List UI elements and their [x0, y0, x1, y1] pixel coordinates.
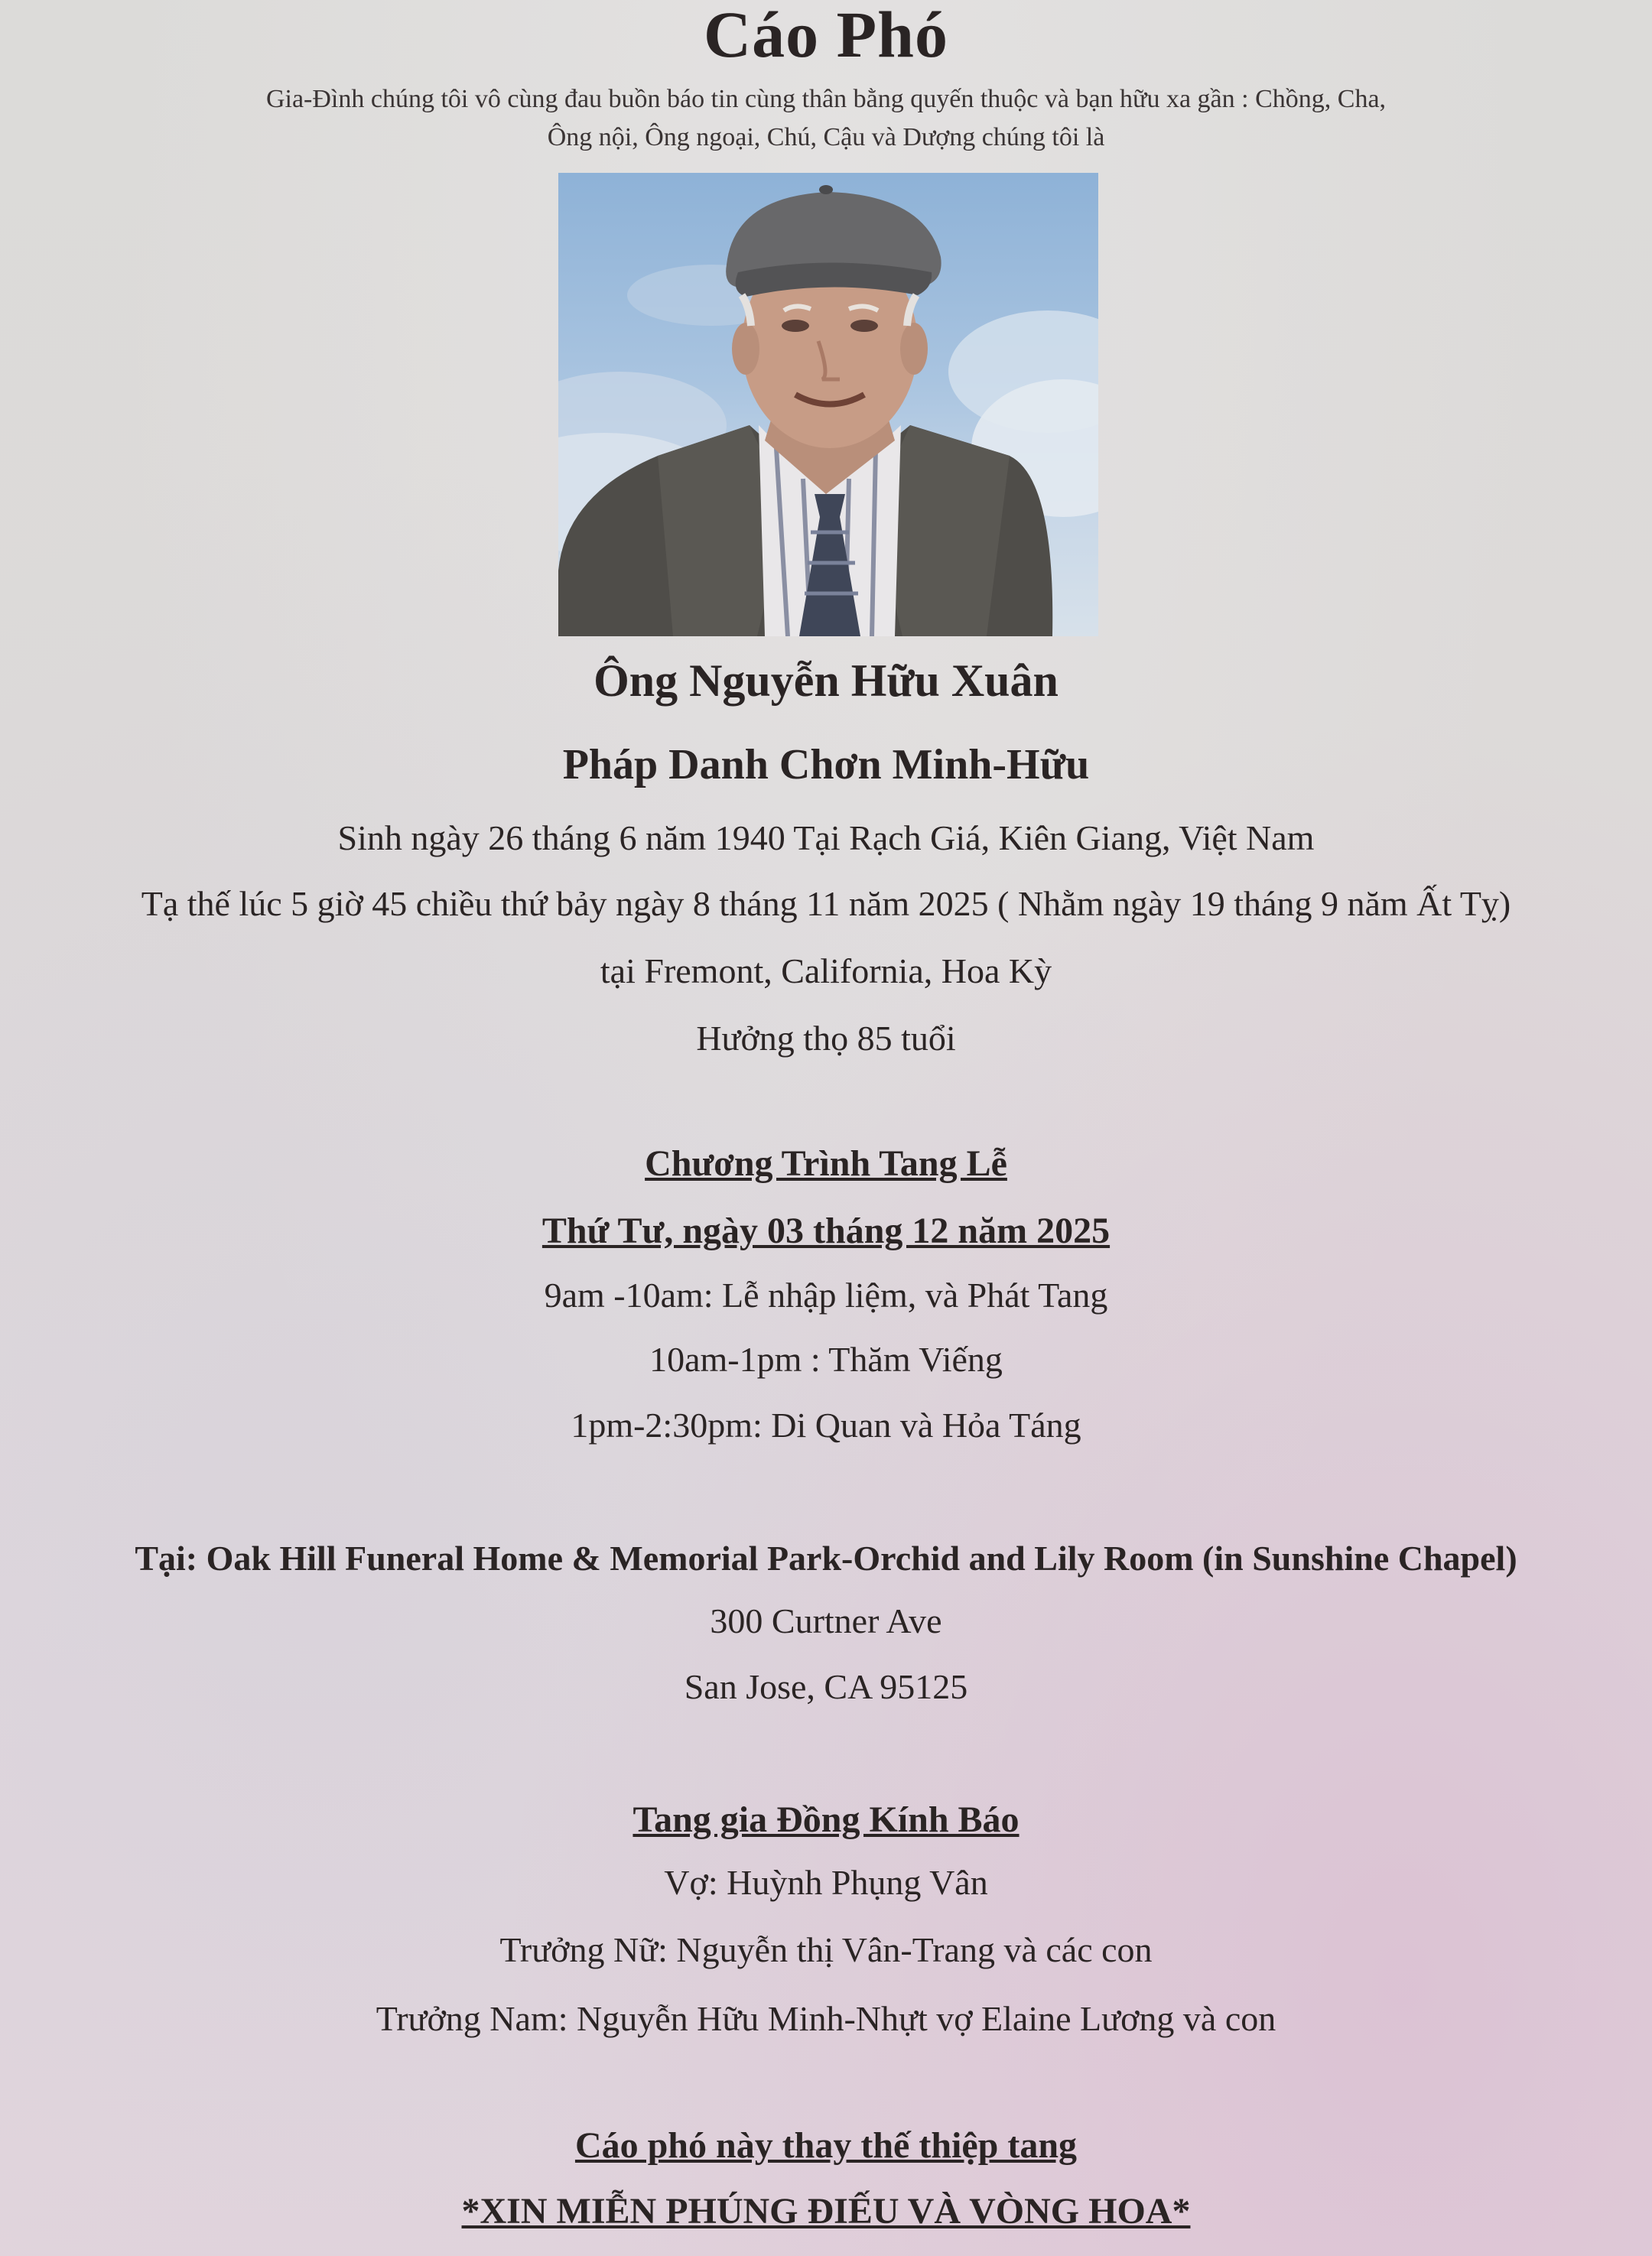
- schedule-item: 9am -10am: Lễ nhập liệm, và Phát Tang: [544, 1276, 1108, 1315]
- schedule-item: 10am-1pm : Thăm Viếng: [649, 1340, 1003, 1379]
- card-replacement-note: Cáo phó này thay thế thiệp tang: [574, 2125, 1078, 2166]
- family-title: Tang gia Đồng Kính Báo: [633, 1799, 1019, 1840]
- no-flowers-request: *XIN MIỄN PHÚNG ĐIẾU VÀ VÒNG HOA*: [461, 2191, 1191, 2232]
- venue-address-line-2: San Jose, CA 95125: [684, 1667, 968, 1706]
- age-info: Hưởng thọ 85 tuổi: [696, 1019, 956, 1058]
- venue-name: Tại: Oak Hill Funeral Home & Memorial Park-Orchid and Lily Room (in Sunshine Chapel): [135, 1539, 1517, 1578]
- portrait-illustration: [558, 173, 1098, 636]
- schedule-item: 1pm-2:30pm: Di Quan và Hỏa Táng: [571, 1406, 1081, 1445]
- schedule-title: Chương Trình Tang Lễ: [645, 1143, 1007, 1184]
- deceased-name: Ông Nguyễn Hữu Xuân: [593, 655, 1059, 706]
- portrait-photo: [558, 173, 1098, 636]
- dharma-name: Pháp Danh Chơn Minh-Hữu: [562, 741, 1090, 788]
- intro-line-2: Ông nội, Ông ngoại, Chú, Cậu và Dượng chúng tôi là: [547, 123, 1105, 151]
- venue-address-line-1: 300 Curtner Ave: [710, 1601, 942, 1640]
- birth-info: Sinh ngày 26 tháng 6 năm 1940 Tại Rạch Giá, Kiên Giang, Việt Nam: [337, 818, 1315, 857]
- death-place: tại Fremont, California, Hoa Kỳ: [600, 951, 1052, 990]
- page-title: Cáo Phó: [704, 0, 948, 71]
- family-member: Vợ: Huỳnh Phụng Vân: [664, 1863, 988, 1902]
- family-member: Trưởng Nữ: Nguyễn thị Vân-Trang và các con: [499, 1930, 1153, 1969]
- intro-line-1: Gia-Đình chúng tôi vô cùng đau buồn báo tin cùng thân bằng quyến thuộc và bạn hữu xa gần : Chồng, Cha,: [265, 85, 1387, 113]
- family-member: Trưởng Nam: Nguyễn Hữu Minh-Nhựt vợ Elaine Lương và con: [376, 1999, 1276, 2038]
- death-info: Tạ thế lúc 5 giờ 45 chiều thứ bảy ngày 8 tháng 11 năm 2025 ( Nhằm ngày 19 tháng 9 năm Ất Tỵ): [141, 884, 1511, 923]
- schedule-date: Thứ Tư, ngày 03 tháng 12 năm 2025: [541, 1211, 1111, 1251]
